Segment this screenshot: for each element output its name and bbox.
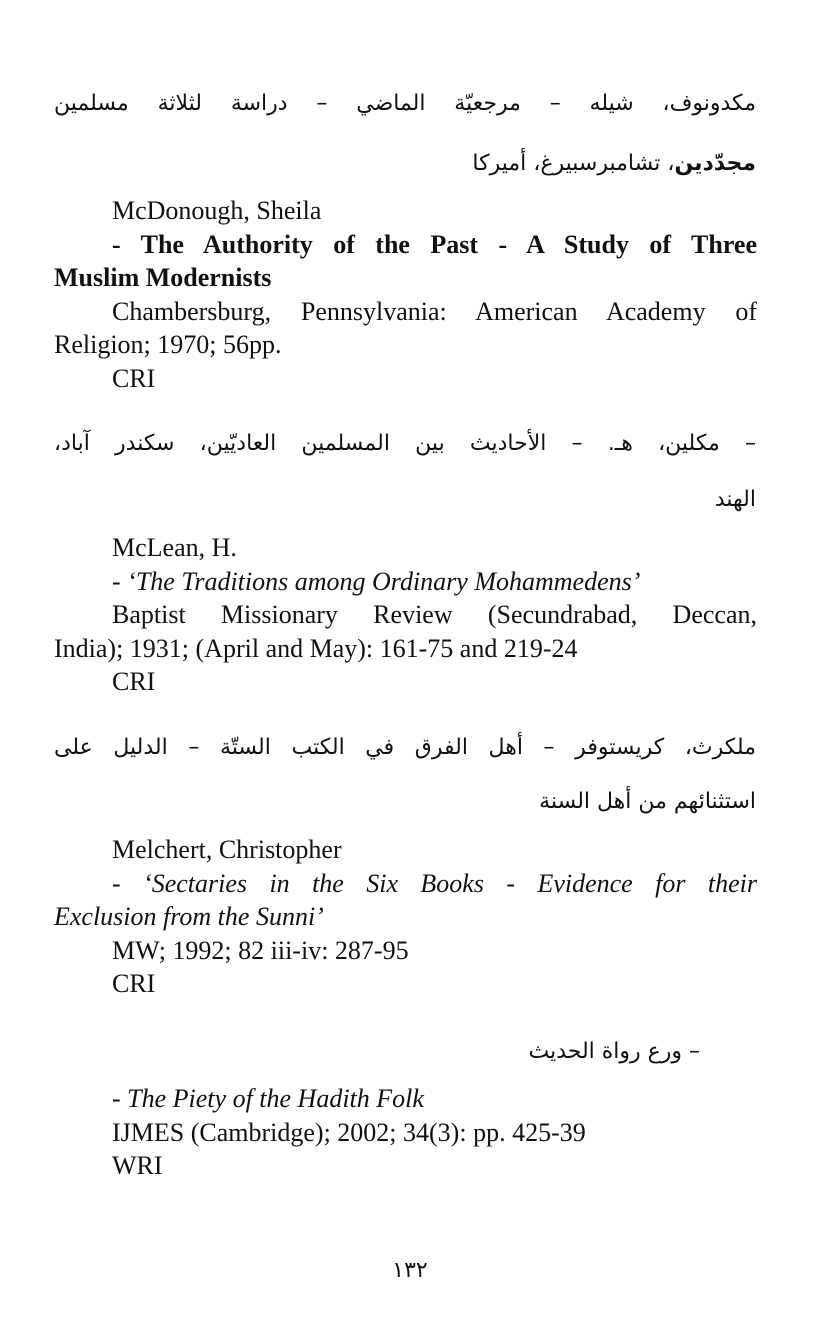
source-code: CRI bbox=[112, 363, 156, 393]
arabic-citation-line: استثنائهم من أهل السنة bbox=[539, 789, 756, 814]
publication-info: IJMES (Cambridge); 2002; 34(3): pp. 425-39 bbox=[112, 1117, 586, 1147]
work-title: - The Piety of the Hadith Folk bbox=[112, 1084, 424, 1113]
publication-info: Baptist Missionary Review (Secundrabad, Deccan, bbox=[112, 600, 757, 629]
author-name: McLean, H. bbox=[112, 533, 237, 562]
arabic-bold-word: مجدّدين bbox=[674, 151, 756, 176]
bibliography-entry bbox=[54, 194, 757, 395]
arabic-citation-line bbox=[472, 148, 756, 180]
publication-info: MW; 1992; 82 iii-iv: 287-95 bbox=[112, 935, 409, 965]
author-name: Melchert, Christopher bbox=[112, 835, 342, 864]
arabic-citation-line: – مكلين، هـ. – الأحاديث بين المسلمين العاديّين، سكندر آباد، bbox=[54, 431, 756, 456]
publication-info-continued: India); 1931; (April and May): 161-75 and 219-24 bbox=[54, 633, 578, 663]
work-title: - The Authority of the Past - A Study of Three bbox=[112, 229, 757, 259]
source-code: CRI bbox=[112, 969, 156, 998]
work-title-continued: Muslim Modernists bbox=[54, 263, 272, 292]
source-code: WRI bbox=[112, 1151, 163, 1180]
work-title: - ‘The Traditions among Ordinary Mohammedens’ bbox=[112, 566, 641, 596]
publication-info-continued: Religion; 1970; 56pp. bbox=[54, 330, 282, 359]
arabic-citation-line: – ورع رواة الحديث bbox=[528, 1039, 700, 1064]
arabic-citation-line: الهند bbox=[714, 487, 756, 512]
bibliography-entry bbox=[54, 1082, 757, 1183]
page-number: ١٣٢ bbox=[392, 1258, 428, 1283]
work-title-continued: Exclusion from the Sunni’ bbox=[54, 902, 324, 931]
bibliography-entry bbox=[54, 531, 757, 699]
arabic-citation-text: ، تشامبرسبيرغ، أميركا bbox=[472, 151, 675, 176]
work-title: - ‘Sectaries in the Six Books - Evidence for their bbox=[112, 868, 757, 898]
author-name: McDonough, Sheila bbox=[112, 196, 322, 225]
arabic-citation-line: مكدونوف، شيله – مرجعيّة الماضي – دراسة لثلاثة مسلمين bbox=[54, 91, 756, 116]
source-code: CRI bbox=[112, 667, 156, 696]
bibliography-entry bbox=[54, 833, 757, 1001]
publication-info: Chambersburg, Pennsylvania: American Academy of bbox=[112, 296, 757, 326]
arabic-citation-line: ملكرث، كريستوفر – أهل الفرق في الكتب الستّة – الدليل على bbox=[54, 735, 756, 760]
